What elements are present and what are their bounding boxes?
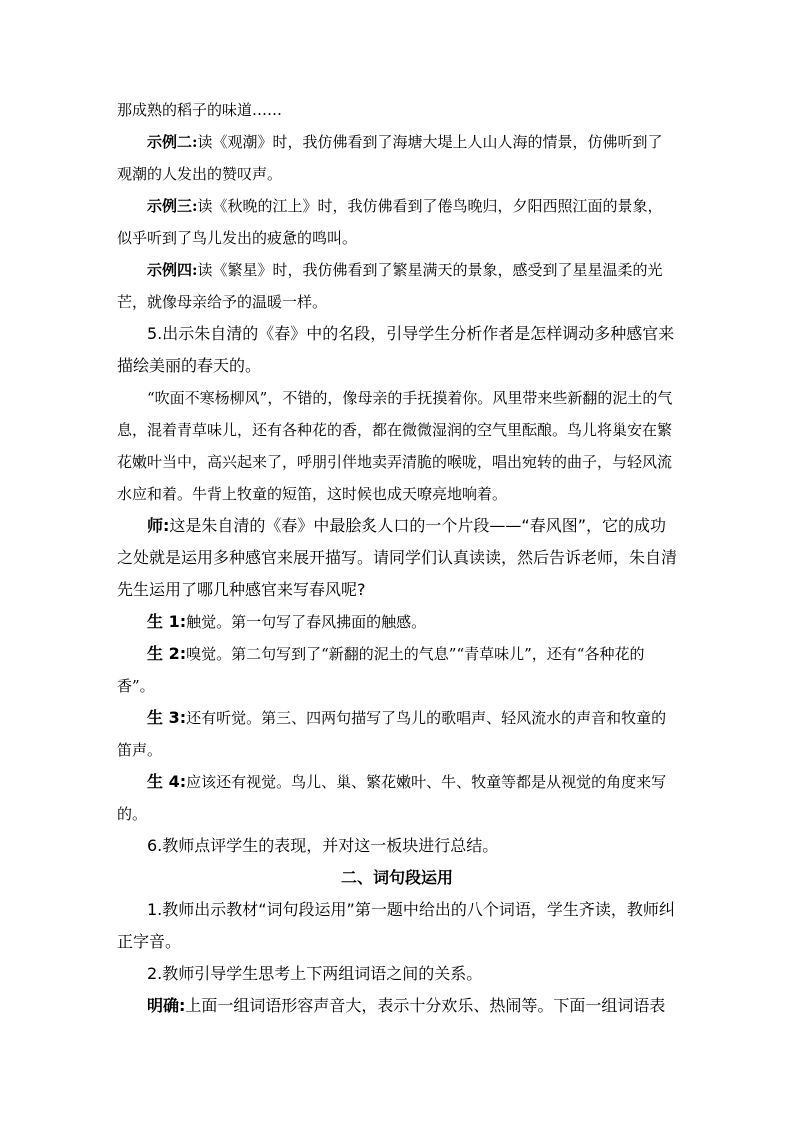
paragraph-text: “吹面不寒杨柳风”，不错的，像母亲的手抚摸着你。风里带来些新翻的泥土的气息，混着青草味儿，还有各种花的香，都在微微湿润的空气里酝酿。鸟儿将巢安在繁花嫩叶当中，高兴起来了，呼朋引伴地卖弄清脆的喉咙，唱出宛转的曲子，与轻风流水应和着。牛背上牧童的短笛，这时候也成天嘹亮地响着。: [117, 389, 673, 503]
paragraph-example-3: [117, 190, 677, 254]
paragraph-label: 生 2:: [147, 644, 187, 663]
paragraph-clarify: [117, 990, 677, 1022]
paragraph-text: 2.教师引导学生思考上下两组词语之间的关系。: [147, 964, 483, 983]
paragraph-text: 触觉。第一句写了春风拂面的触感。: [186, 613, 427, 631]
paragraph-example-2: [117, 126, 677, 190]
paragraph-text: 上面一组词语形容声音大，表示十分欢乐、热闹等。下面一组词语表: [185, 996, 666, 1015]
paragraph-text: 还有听觉。第三、四两句描写了鸟儿的歌唱声、轻风流水的声音和牧童的笛声。: [117, 709, 667, 759]
paragraph-label: 示例三:: [147, 197, 198, 215]
paragraph-continuation: [117, 94, 677, 126]
paragraph-label: 师:: [147, 516, 170, 535]
paragraph-label: 生 1:: [147, 612, 187, 631]
paragraph-step-1: [117, 894, 677, 958]
paragraph-text: 5.出示朱自清的《春》中的名段，引导学生分析作者是怎样调动多种感官来描绘美丽的春天的。: [117, 324, 675, 375]
paragraph-text: 应该还有视觉。鸟儿、巢、繁花嫩叶、牛、牧童等都是从视觉的角度来写的。: [117, 773, 667, 823]
paragraph-quote: [117, 382, 677, 510]
paragraph-text: 嗅觉。第二句写到了“新翻的泥土的气息”“青草味儿”，还有“各种花的香”。: [117, 645, 645, 695]
paragraph-step-6: [117, 830, 677, 862]
paragraph-label: 示例四:: [147, 261, 198, 279]
paragraph-example-4: [117, 254, 677, 318]
paragraph-teacher: [117, 510, 677, 606]
paragraph-label: 生 4:: [147, 772, 187, 791]
paragraph-step-2: [117, 958, 677, 990]
paragraph-text: 那成熟的稻子的味道……: [117, 101, 283, 119]
paragraph-student-3: [117, 702, 677, 766]
paragraph-label: 明确:: [147, 996, 186, 1015]
paragraph-text: 这是朱自清的《春》中最脍炙人口的一个片段——“春风图”，它的成功之处就是运用多种感官来展开描写。请同学们认真读读，然后告诉老师，朱自清先生运用了哪几种感官来写春风呢?: [117, 516, 678, 599]
paragraph-student-4: [117, 766, 677, 830]
paragraph-text: 读《观潮》时，我仿佛看到了海塘大堤上人山人海的情景，仿佛听到了观潮的人发出的赞叹声。: [117, 133, 663, 183]
paragraph-text: 6.教师点评学生的表现，并对这一板块进行总结。: [147, 836, 499, 855]
paragraph-text: 1.教师出示教材“词句段运用”第一题中给出的八个词语，学生齐读，教师纠正字音。: [117, 900, 675, 951]
paragraph-text: 读《秋晚的江上》时，我仿佛看到了倦鸟晚归，夕阳西照江面的景象，似乎听到了鸟儿发出的疲惫的鸣叫。: [117, 197, 663, 247]
paragraph-label: 生 3:: [147, 708, 187, 727]
paragraph-step-5: [117, 318, 677, 382]
paragraph-student-1: [117, 606, 677, 638]
paragraph-label: 示例二:: [147, 133, 198, 151]
paragraph-text: 读《繁星》时，我仿佛看到了繁星满天的景象，感受到了星星温柔的光芒，就像母亲给予的温暖一样。: [117, 261, 663, 311]
paragraph-student-2: [117, 638, 677, 702]
section-heading: 二、词句段运用: [340, 868, 453, 887]
